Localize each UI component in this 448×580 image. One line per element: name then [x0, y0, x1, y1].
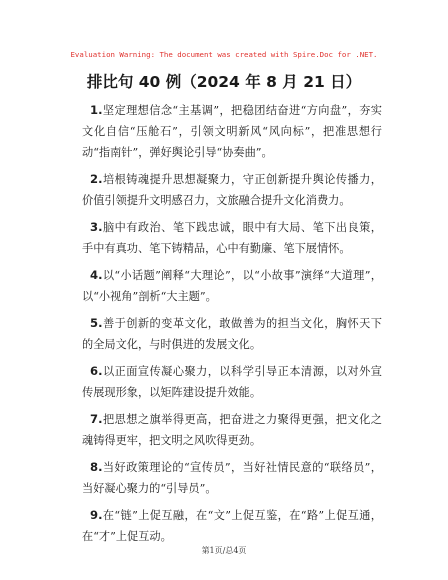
list-item: [82, 313, 382, 355]
list-item: [82, 409, 382, 451]
list-item: [82, 217, 382, 259]
list-item: [82, 169, 382, 211]
item-text: 脑中有政治、笔下践忠诚，眼中有大局、笔下出良策，手中有真功、笔下铸精品，心中有勤廉、笔下展情怀。: [82, 221, 382, 255]
item-number: 8.: [90, 460, 103, 474]
list-item: [82, 100, 382, 163]
item-text: 当好政策理论的“宣传员”，当好社情民意的“联络员”，当好凝心聚力的“引导员”。: [82, 461, 382, 495]
item-text: 善于创新的变革文化，敢做善为的担当文化，胸怀天下的全局文化，与时俱进的发展文化。: [82, 317, 382, 351]
item-text: 以正面宣传凝心聚力，以科学引导正本清源，以对外宣传展现形象，以矩阵建设提升效能。: [82, 365, 382, 399]
list-item: [82, 265, 382, 307]
item-text: 把思想之旗举得更高，把奋进之力聚得更强，把文化之魂铸得更牢，把文明之风吹得更劲。: [82, 413, 382, 447]
list-item: [82, 505, 382, 547]
list-item: [82, 457, 382, 499]
item-text: 培根铸魂提升思想凝聚力，守正创新提升舆论传播力，价值引领提升文明感召力，文旅融合提升文化消费力。: [82, 173, 382, 207]
document-title: 排比句 40 例（2024 年 8 月 21 日）: [86, 73, 362, 91]
item-list: [82, 100, 382, 553]
item-number: 4.: [90, 268, 103, 282]
item-number: 2.: [90, 172, 103, 186]
item-number: 7.: [90, 412, 103, 426]
item-number: 6.: [90, 364, 103, 378]
page-footer: 第1页/总4页: [201, 546, 247, 555]
list-item: [82, 361, 382, 403]
item-text: 以“小话题”阐释“大理论”，以“小故事”演绎“大道理”，以“小视角”剖析“大主题”。: [82, 269, 382, 303]
evaluation-warning: Evaluation Warning: The document was created with Spire.Doc for .NET.: [70, 50, 378, 59]
item-text: 坚定理想信念“主基调”，把稳团结奋进“方向盘”，夯实文化自信“压舱石”，引领文明新风“风向标”，把准思想行动“指南针”，弹好舆论引导“协奏曲”。: [82, 104, 382, 159]
item-text: 在“链”上促互融，在“文”上促互鉴，在“路”上促互通，在“才”上促互动。: [82, 509, 382, 543]
item-number: 1.: [90, 103, 103, 117]
item-number: 9.: [90, 508, 103, 522]
item-number: 5.: [90, 316, 103, 330]
item-number: 3.: [90, 220, 103, 234]
